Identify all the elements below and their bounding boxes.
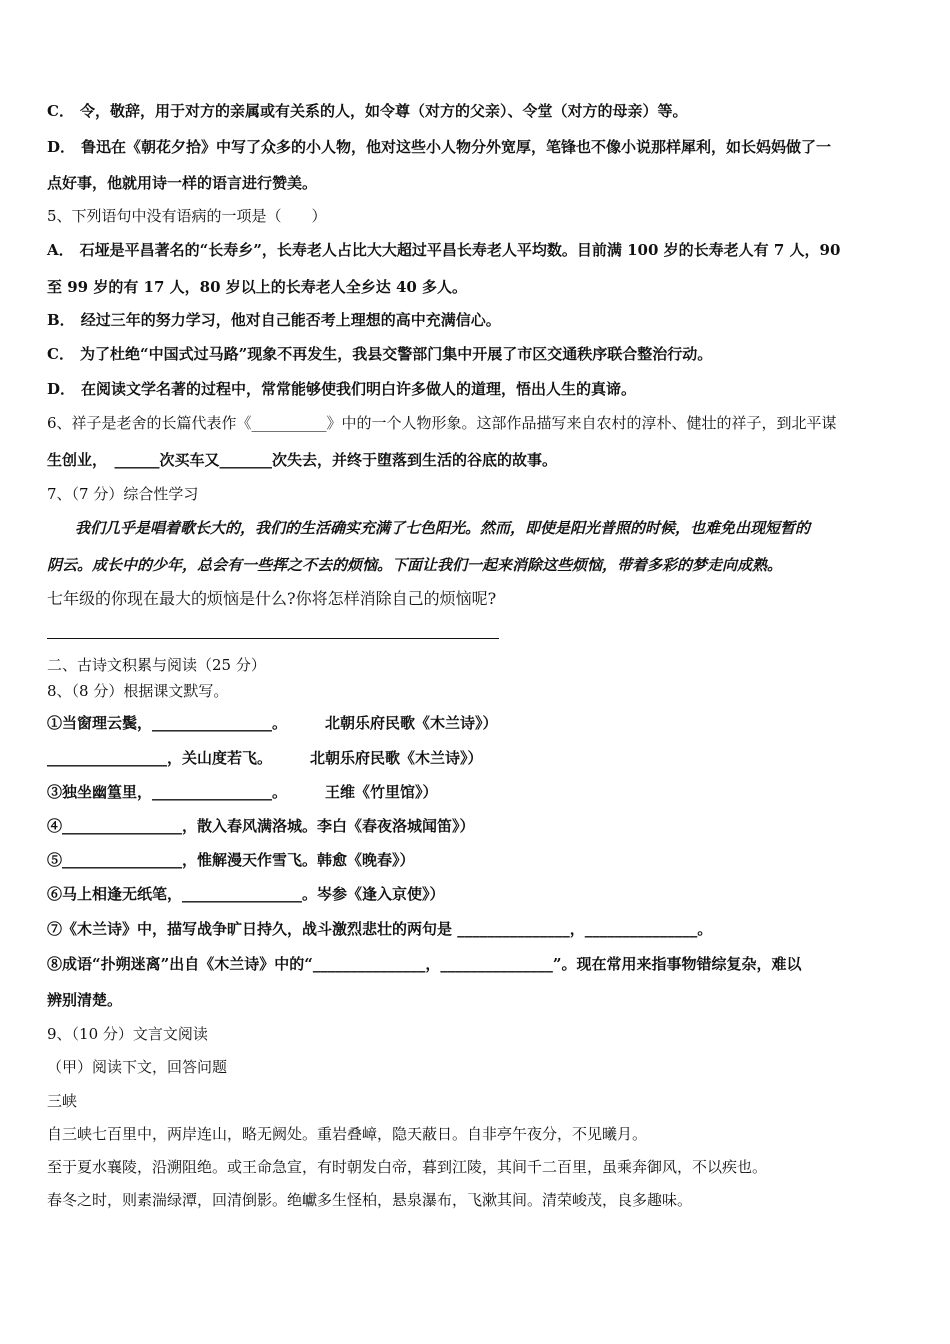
q8-stem: 8、（8 分）根据课文默写。 xyxy=(47,682,229,700)
option-label: C． xyxy=(47,102,74,120)
item-text: ③独坐幽篁里，________________。 xyxy=(47,783,288,801)
q4-option-d-cont: 点好事，他就用诗一样的语言进行赞美。 xyxy=(47,174,318,192)
item-source: 王维《竹里馆》） xyxy=(325,783,438,801)
q8-item-2 xyxy=(47,748,483,768)
q5-option-d xyxy=(47,379,636,399)
item-text: ________________，关山度若飞。 xyxy=(47,749,273,767)
q8-item-7: ⑦《木兰诗》中，描写战争旷日持久，战斗激烈悲壮的两句是 _______________，_______________。 xyxy=(47,920,713,938)
item-text: ①当窗理云鬓，________________。 xyxy=(47,714,288,732)
q4-option-c xyxy=(47,101,687,121)
answer-line xyxy=(47,638,499,639)
passage-paragraph-3: 春冬之时，则素湍绿潭，回清倒影。绝巘多生怪柏，悬泉瀑布，飞漱其间。清荣峻茂，良多趣味。 xyxy=(47,1191,693,1209)
q8-item-5: ⑤________________，惟解漫天作雪飞。韩愈《晚春》） xyxy=(47,851,415,869)
option-text: 石垭是平昌著名的“长寿乡”，长寿老人占比大大超过平昌长寿老人平均数。目前满 100 岁的长寿老人有 7 人，90 xyxy=(79,241,841,259)
passage-paragraph-2: 至于夏水襄陵，沿溯阻绝。或王命急宣，有时朝发白帝，暮到江陵，其间千二百里，虽乘奔御风，不以疾也。 xyxy=(47,1158,768,1176)
option-label: A． xyxy=(47,241,74,259)
passage-paragraph-1: 自三峡七百里中，两岸连山，略无阙处。重岩叠嶂，隐天蔽日。自非亭午夜分，不见曦月。 xyxy=(47,1125,648,1143)
q8-item-1 xyxy=(47,713,498,733)
q5-option-a xyxy=(47,240,840,260)
q9-subtitle: （甲）阅读下文，回答问题 xyxy=(47,1058,228,1076)
q4-option-d xyxy=(47,137,831,157)
item-source: 北朝乐府民歌《木兰诗》） xyxy=(325,714,498,732)
option-text: 为了杜绝“中国式过马路”现象不再发生，我县交警部门集中开展了市区交通秩序联合整治行动。 xyxy=(79,345,713,363)
q8-item-6: ⑥马上相逢无纸笔，________________。岑参《逢入京使》） xyxy=(47,885,445,903)
q9-stem: 9、（10 分）文言文阅读 xyxy=(47,1025,208,1043)
section-2-title: 二、古诗文积累与阅读（25 分） xyxy=(47,656,266,674)
q7-paragraph-l2: 阴云。成长中的少年，总会有一些挥之不去的烦恼。下面让我们一起来消除这些烦恼，带着多彩的梦走向成熟。 xyxy=(47,556,783,574)
option-label: C． xyxy=(47,345,74,363)
q5-option-c xyxy=(47,344,712,364)
option-text: 在阅读文学名著的过程中，常常能够使我们明白许多做人的道理，悟出人生的真谛。 xyxy=(81,380,637,398)
option-label: B． xyxy=(47,311,75,329)
option-text: 经过三年的努力学习，他对自己能否考上理想的高中充满信心。 xyxy=(80,311,501,329)
passage-title: 三峡 xyxy=(47,1092,78,1110)
q6-line1: 6、祥子是老舍的长篇代表作《__________》中的一个人物形象。这部作品描写来自农村的淳朴、健壮的祥子，到北平谋 xyxy=(47,414,837,432)
q7-paragraph-l1: 我们几乎是唱着歌长大的，我们的生活确实充满了七色阳光。然而，即使是阳光普照的时候，也难免出现短暂的 xyxy=(75,519,811,537)
q8-item-3 xyxy=(47,782,438,802)
q6-line2: 生创业， ______次买车又_______次失去，并终于堕落到生活的谷底的故事。 xyxy=(47,451,558,469)
q8-item-8: ⑧成语“扑朔迷离”出自《木兰诗》中的“_______________，_______________”。现在常用来指事物错综复杂，难以 xyxy=(47,955,802,973)
option-label: D． xyxy=(47,380,76,398)
q8-item-8-cont: 辨别清楚。 xyxy=(47,991,123,1009)
q5-option-a-cont: 至 99 岁的有 17 人，80 岁以上的长寿老人全乡达 40 多人。 xyxy=(47,278,468,296)
option-text: 鲁迅在《朝花夕拾》中写了众多的小人物，他对这些小人物分外宽厚，笔锋也不像小说那样犀利，如长妈妈做了一 xyxy=(81,138,832,156)
q5-stem: 5、下列语句中没有语病的一项是（ ） xyxy=(47,207,327,225)
q7-question: 七年级的你现在最大的烦恼是什么?你将怎样消除自己的烦恼呢? xyxy=(47,589,497,608)
q7-stem: 7、（7 分）综合性学习 xyxy=(47,485,199,503)
item-source: 北朝乐府民歌《木兰诗》） xyxy=(310,749,483,767)
option-text: 令，敬辞，用于对方的亲属或有关系的人，如令尊（对方的父亲）、令堂（对方的母亲）等。 xyxy=(79,102,688,120)
q5-option-b xyxy=(47,310,501,330)
q8-item-4: ④________________，散入春风满洛城。李白《春夜洛城闻笛》） xyxy=(47,817,475,835)
option-label: D． xyxy=(47,138,76,156)
